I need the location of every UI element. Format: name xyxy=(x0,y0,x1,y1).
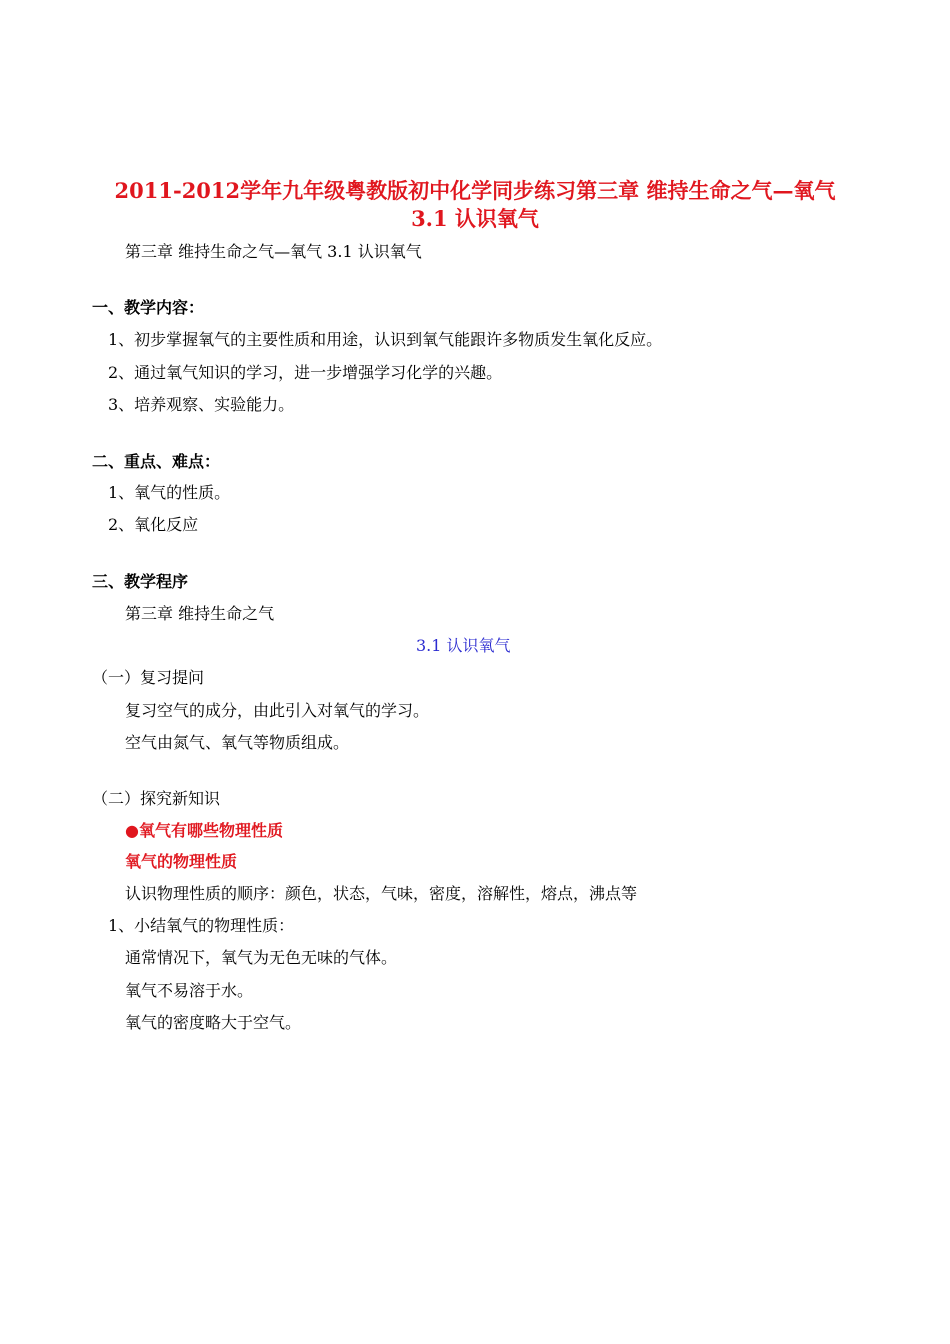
section1-heading: 一、教学内容： xyxy=(92,298,205,317)
section3-heading: 三、教学程序 xyxy=(92,572,189,591)
red-question: ●氧气有哪些物理性质 xyxy=(125,821,283,840)
section1-item-1: 1、初步掌握氧气的主要性质和用途，认识到氧气能跟许多物质发生氧化反应。 xyxy=(108,330,663,349)
summary-line-3: 氧气的密度略大于空气。 xyxy=(125,1013,302,1032)
summary-line-1: 通常情况下，氧气为无色无味的气体。 xyxy=(125,948,398,967)
section2-item-1: 1、氧气的性质。 xyxy=(108,483,231,502)
red-heading: 氧气的物理性质 xyxy=(125,852,238,871)
summary-heading: 1、小结氧气的物理性质： xyxy=(108,916,295,935)
part2-heading: （二）探究新知识 xyxy=(92,789,221,808)
document-title-line1: 2011-2012学年九年级粤教版初中化学同步练习第三章 维持生命之气—氧气 xyxy=(114,178,836,203)
part1-line-2: 空气由氮气、氧气等物质组成。 xyxy=(125,733,350,752)
order-line: 认识物理性质的顺序：颜色，状态，气味，密度，溶解性，熔点，沸点等 xyxy=(125,884,638,903)
section1-item-2: 2、通过氧气知识的学习，进一步增强学习化学的兴趣。 xyxy=(108,363,503,382)
section1-item-3: 3、培养观察、实验能力。 xyxy=(108,395,295,414)
chapter-line: 第三章 维持生命之气 xyxy=(125,604,275,623)
document-title-line2: 3.1 认识氧气 xyxy=(411,206,539,231)
subtitle: 第三章 维持生命之气—氧气 3.1 认识氧气 xyxy=(125,242,422,261)
part1-heading: （一）复习提问 xyxy=(92,668,205,687)
section2-heading: 二、重点、难点： xyxy=(92,452,221,471)
section2-item-2: 2、氧化反应 xyxy=(108,515,199,534)
lesson-title: 3.1 认识氧气 xyxy=(416,636,511,655)
part1-line-1: 复习空气的成分，由此引入对氧气的学习。 xyxy=(125,701,430,720)
summary-line-2: 氧气不易溶于水。 xyxy=(125,981,254,1000)
